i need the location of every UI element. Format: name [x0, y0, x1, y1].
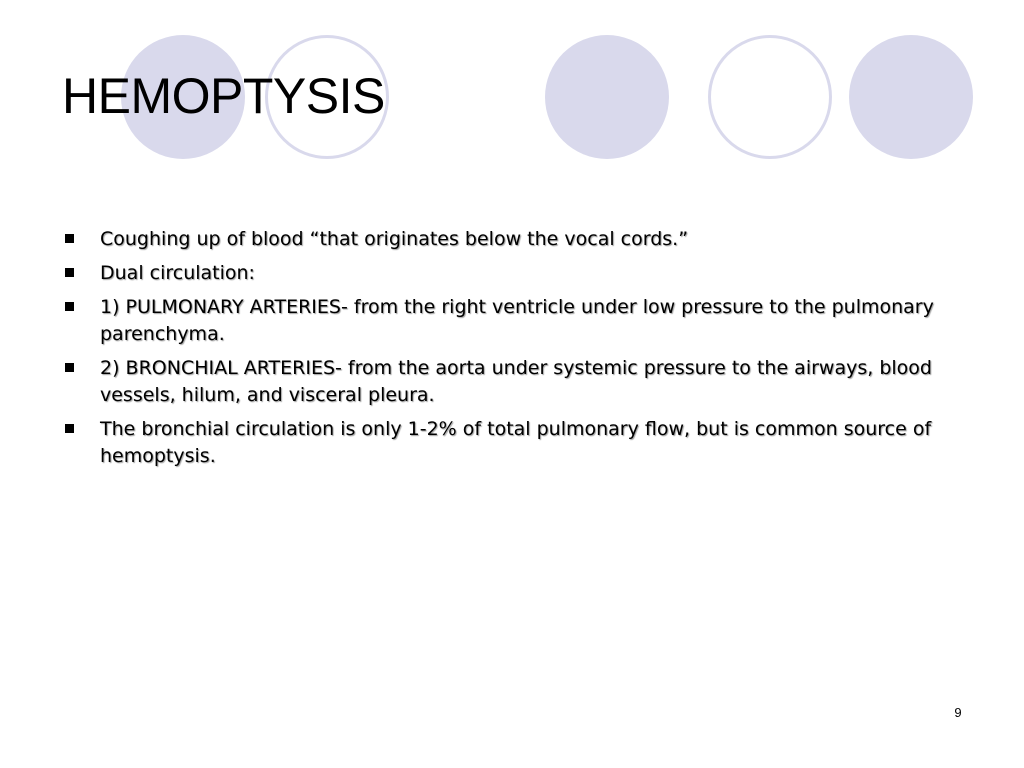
slide-page-number: 9 — [954, 705, 962, 720]
bullet-item — [62, 416, 962, 470]
square-bullet-icon — [65, 424, 74, 433]
decorative-circle-outline — [708, 35, 832, 159]
bullet-list — [62, 226, 962, 477]
bullet-text: 1) PULMONARY ARTERIES- from the right ventricle under low pressure to the pulmonary parenchyma. — [100, 296, 934, 345]
square-bullet-icon — [65, 363, 74, 372]
square-bullet-icon — [65, 268, 74, 277]
decorative-circle-filled — [849, 35, 973, 159]
bullet-text: Coughing up of blood “that originates below the vocal cords.” — [100, 228, 689, 250]
bullet-text: Dual circulation: — [100, 262, 255, 284]
bullet-item — [62, 226, 962, 253]
bullet-item — [62, 355, 962, 409]
bullet-item — [62, 294, 962, 348]
bullet-text: 2) BRONCHIAL ARTERIES- from the aorta under systemic pressure to the airways, blood vessels, hilum, and visceral pleura. — [100, 357, 932, 406]
slide-title: HEMOPTYSIS — [62, 68, 385, 124]
square-bullet-icon — [65, 302, 74, 311]
decorative-circle-filled — [545, 35, 669, 159]
square-bullet-icon — [65, 234, 74, 243]
bullet-text: The bronchial circulation is only 1-2% of total pulmonary flow, but is common source of hemoptysis. — [100, 418, 932, 467]
bullet-item — [62, 260, 962, 287]
